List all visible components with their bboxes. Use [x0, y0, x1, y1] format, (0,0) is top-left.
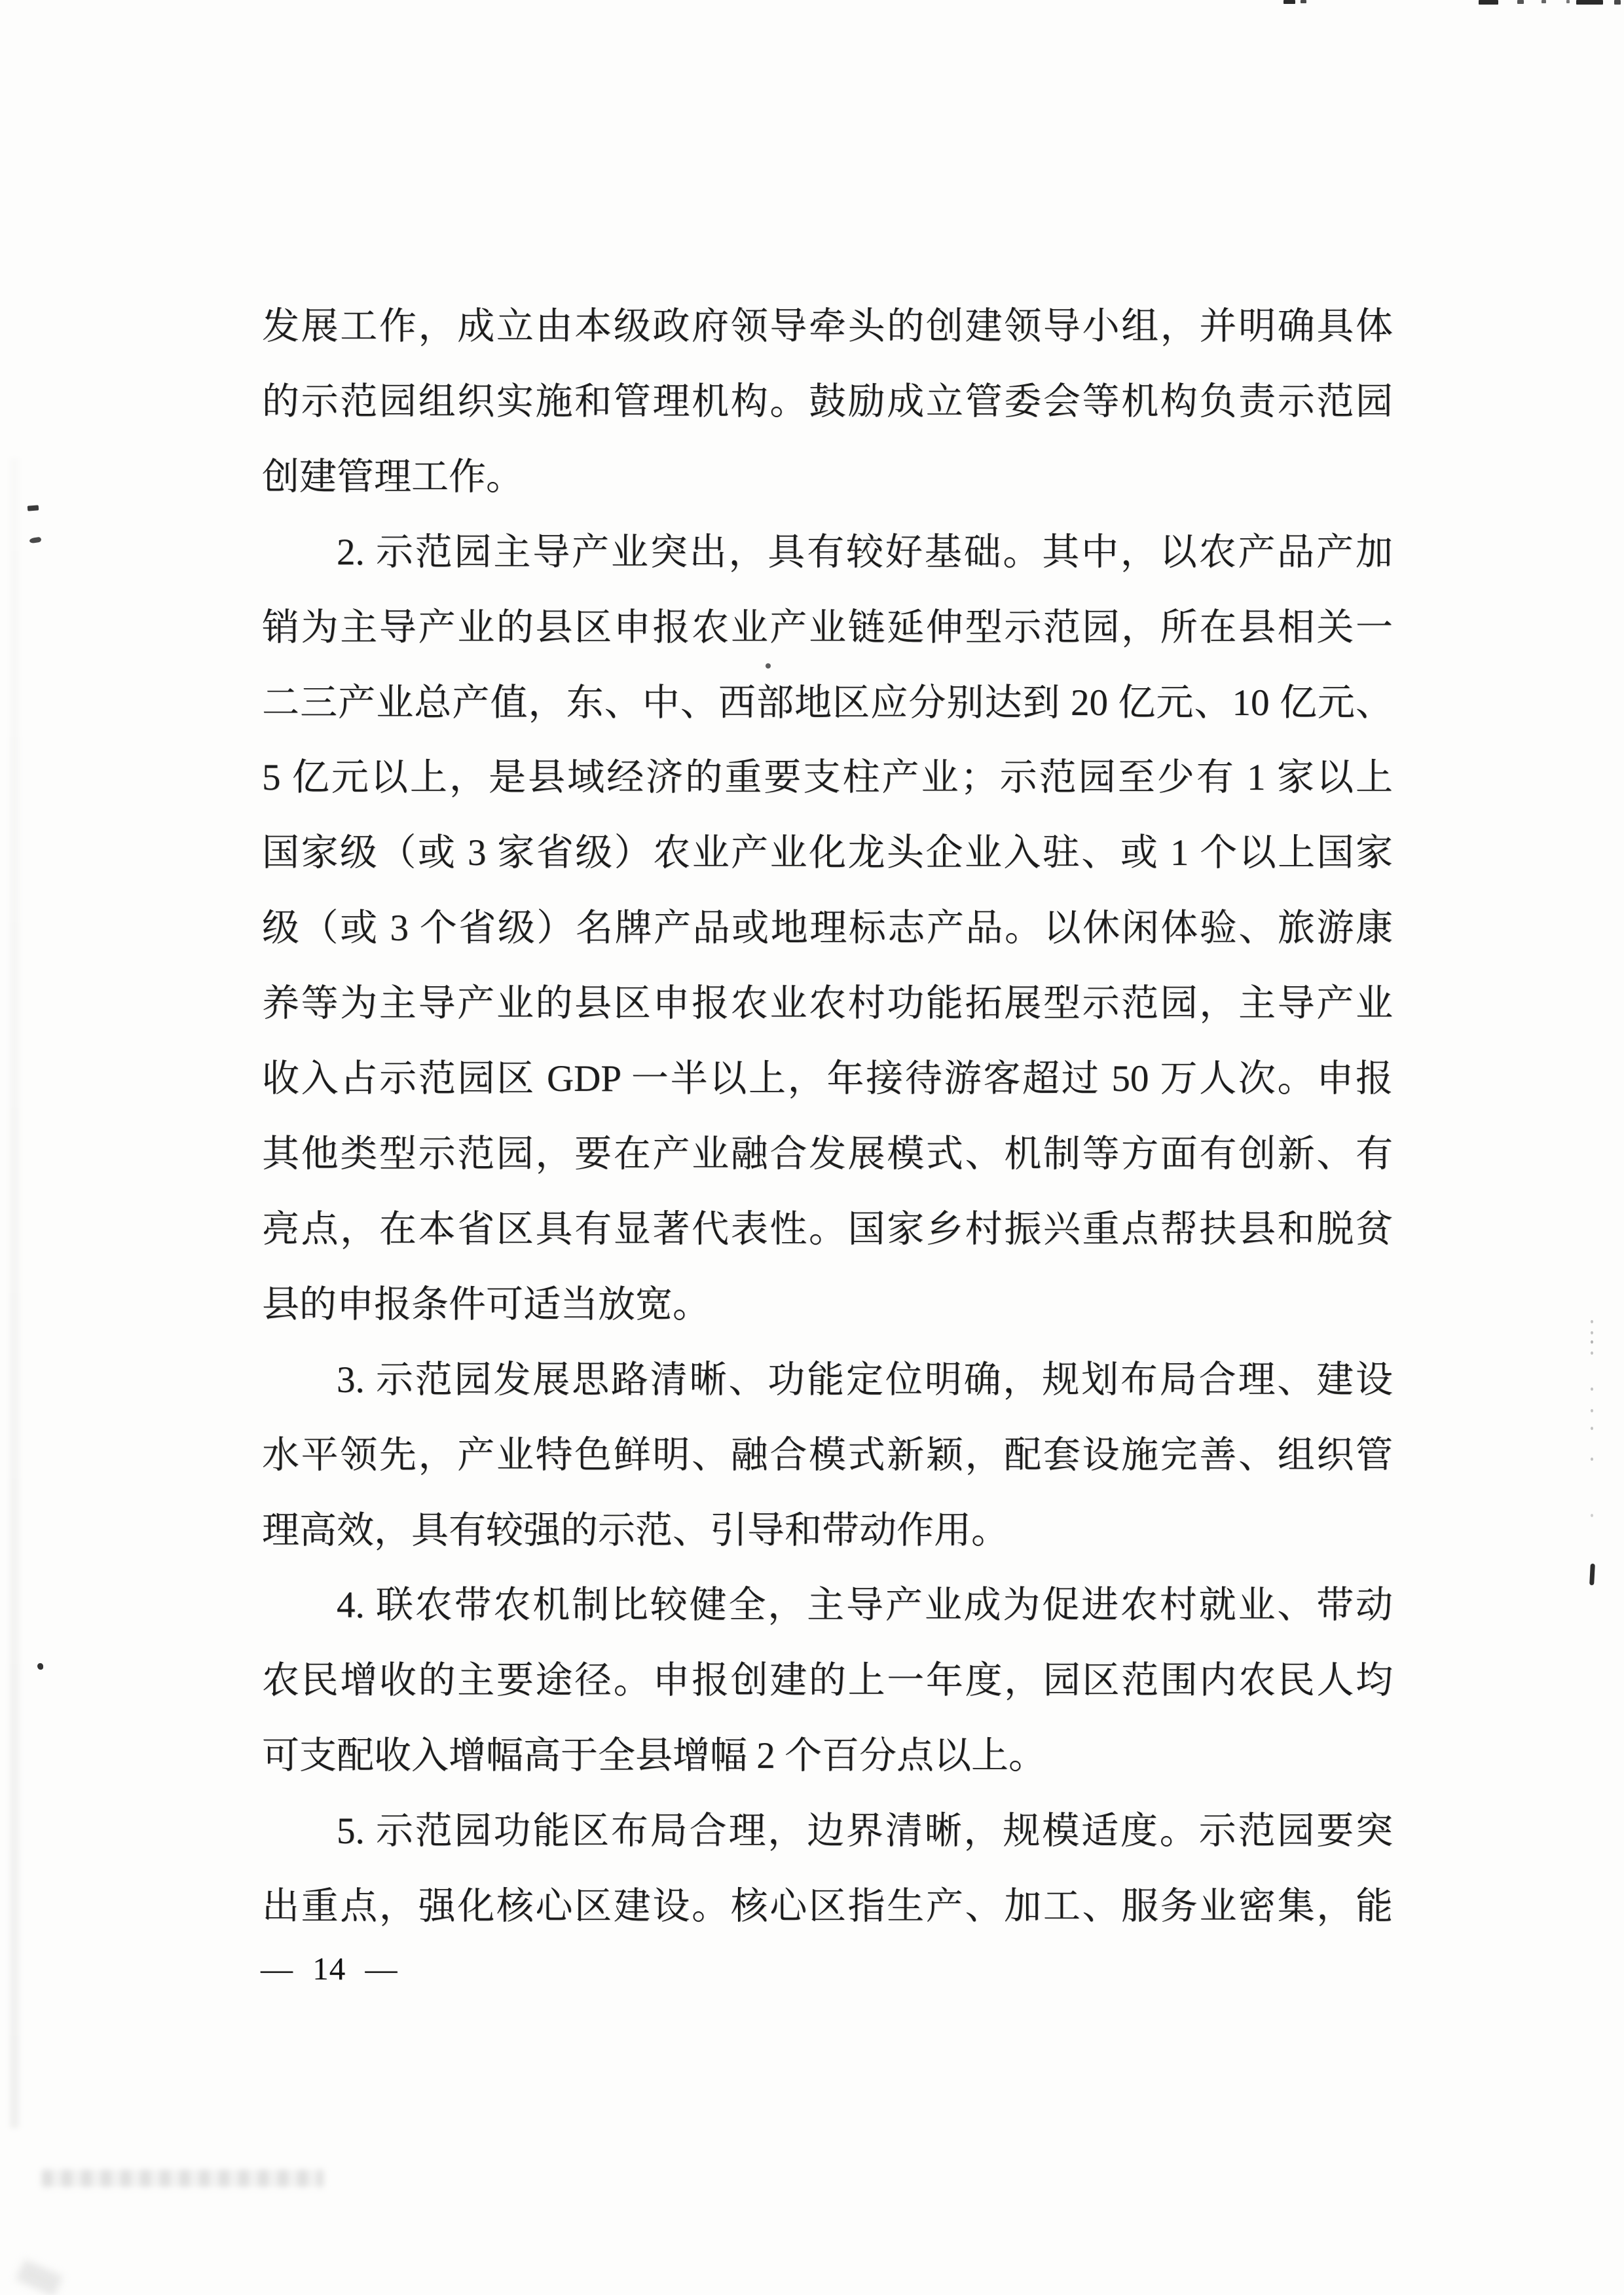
scan-artifact — [1614, 0, 1621, 5]
text-line: 收入占示范园区 GDP 一半以上，年接待游客超过 50 万人次。申报 — [262, 1058, 1393, 1100]
text-line: 3. 示范园发展思路清晰、功能定位明确，规划布局合理、建设 — [337, 1359, 1393, 1401]
text-line: 国家级（或 3 家省级）农业产业化龙头企业入驻、或 1 个以上国家 — [262, 832, 1393, 874]
document-body — [262, 289, 1393, 1945]
scan-ink-mark — [1589, 1564, 1595, 1585]
scan-dot — [1591, 1427, 1593, 1430]
text-line: 农民增收的主要途径。申报创建的上一年度，园区范围内农民人均 — [262, 1660, 1393, 1702]
scan-artifact — [1301, 0, 1306, 3]
scan-smudge — [42, 2170, 323, 2187]
text-line: 水平领先，产业特色鲜明、融合模式新颖，配套设施完善、组织管 — [262, 1434, 1393, 1476]
scan-dot — [1591, 1514, 1593, 1517]
scan-artifact — [1283, 0, 1295, 4]
scan-dot — [1591, 1387, 1593, 1391]
scan-dot — [1591, 1409, 1593, 1412]
text-line: 养等为主导产业的县区申报农业农村功能拓展型示范园，主导产业 — [262, 983, 1393, 1025]
scan-ink-mark — [28, 505, 39, 511]
text-line: 创建管理工作。 — [262, 456, 523, 498]
text-line: 5 亿元以上，是县域经济的重要支柱产业；示范园至少有 1 家以上 — [262, 757, 1393, 799]
scan-dot — [1591, 1340, 1593, 1344]
scan-ink-dot — [766, 663, 771, 669]
text-line: 其他类型示范园，要在产业融合发展模式、机制等方面有创新、有 — [262, 1133, 1393, 1175]
scan-artifact — [1576, 0, 1603, 5]
text-line: 级（或 3 个省级）名牌产品或地理标志产品。以休闲体验、旅游康 — [262, 908, 1393, 949]
scan-ink-mark — [37, 1663, 43, 1670]
scan-artifact — [1566, 0, 1570, 3]
text-line: 可支配收入增幅高于全县增幅 2 个百分点以上。 — [262, 1735, 1046, 1777]
text-line: 4. 联农带农机制比较健全，主导产业成为促进农村就业、带动 — [337, 1585, 1393, 1626]
scan-dot — [1591, 1320, 1593, 1323]
text-line: 的示范园组织实施和管理机构。鼓励成立管委会等机构负责示范园 — [262, 380, 1393, 422]
text-line: 县的申报条件可适当放宽。 — [262, 1283, 710, 1325]
text-line: 出重点，强化核心区建设。核心区指生产、加工、服务业密集，能 — [262, 1886, 1393, 1928]
scan-dot — [1591, 1331, 1593, 1334]
text-line: 发展工作，成立由本级政府领导牵头的创建领导小组，并明确具体 — [262, 306, 1393, 347]
text-line: 销为主导产业的县区申报农业产业链延伸型示范园，所在县相关一 — [262, 606, 1393, 648]
text-line: 5. 示范园功能区布局合理，边界清晰，规模适度。示范园要突 — [337, 1810, 1393, 1852]
text-line: 理高效，具有较强的示范、引导和带动作用。 — [262, 1509, 1008, 1551]
scan-smudge — [16, 2259, 63, 2295]
scan-dot — [1591, 1351, 1593, 1355]
scan-artifact — [1479, 0, 1498, 5]
text-line: 二三产业总产值，东、中、西部地区应分别达到 20 亿元、10 亿元、 — [262, 682, 1393, 724]
scan-ink-mark — [29, 537, 41, 544]
page-number: — 14 — — [261, 1951, 398, 1987]
scan-artifact — [1541, 0, 1546, 3]
scan-edge-streak — [10, 458, 19, 2128]
scan-dot — [1591, 1458, 1593, 1461]
text-line: 亮点，在本省区具有显著代表性。国家乡村振兴重点帮扶县和脱贫 — [262, 1208, 1393, 1250]
text-line: 2. 示范园主导产业突出，具有较好基础。其中，以农产品产加 — [337, 531, 1393, 573]
scan-artifact — [1517, 0, 1524, 4]
